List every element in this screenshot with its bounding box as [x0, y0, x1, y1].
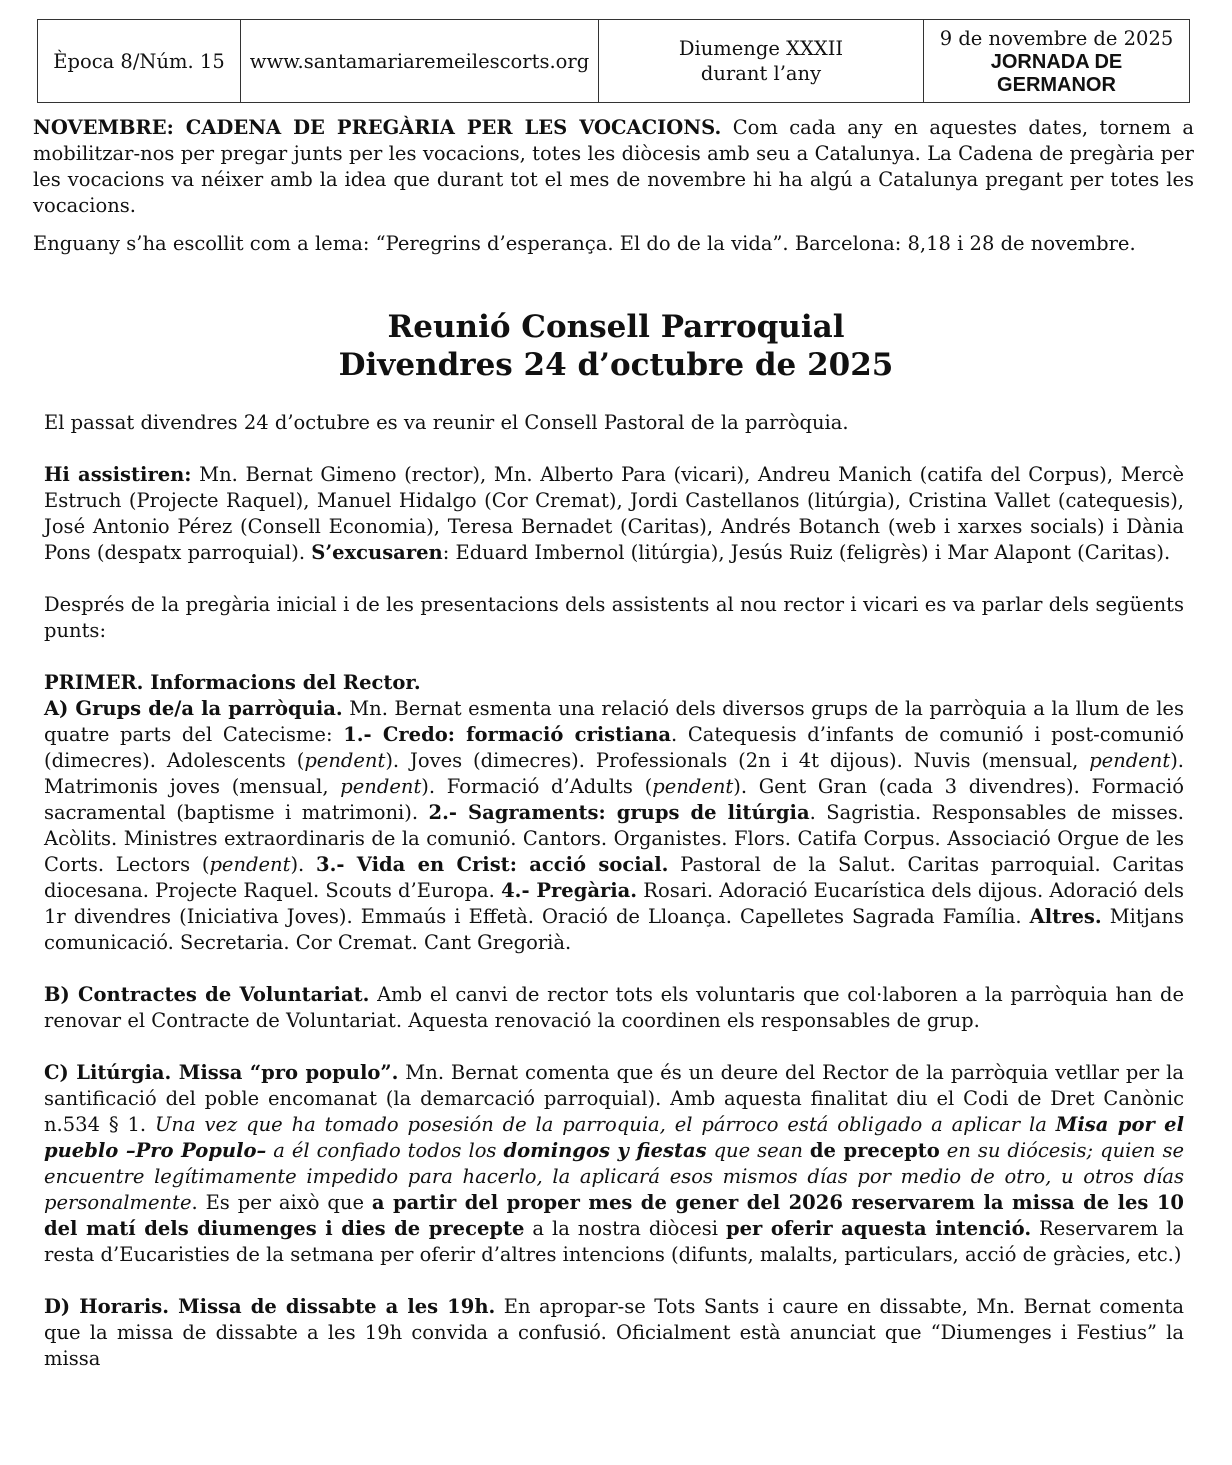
credo-group: 1.- Credo: formació cristiana [343, 723, 672, 746]
issue-cell [38, 20, 241, 102]
vocations-motto: Enguany s’ha escollit com a lema: “Peregrins d’esperança. El do de la vida”. Barcelona: 8,18 i 28 de novembre. [33, 232, 1136, 255]
canon-quote-emphasis: Misa por el pueblo –Pro Populo– [44, 1113, 1184, 1162]
pending-note: pendent [340, 775, 422, 798]
section-a-text: ). Formació d’Adults ( [421, 775, 653, 798]
pending-note: pendent [652, 775, 734, 798]
section-a-label: A) Grups de/a la parròquia. [44, 697, 343, 720]
excused-list: : Eduard Imbernol (litúrgia), Jesús Ruiz (feligrès) i Mar Alapont (Caritas). [442, 541, 1171, 564]
section-a-text: ). [290, 853, 316, 876]
life-in-christ-group: 3.- Vida en Crist: acció social. [316, 853, 669, 876]
website-cell [241, 20, 599, 102]
minutes-body [44, 410, 1184, 1372]
opening-paragraph: El passat divendres 24 d’octubre es va reunir el Consell Pastoral de la parròquia. [44, 411, 849, 434]
pending-note: pendent [304, 749, 386, 772]
section-a-text: Mn. Bernat esmenta una relació dels diversos grups de la parròquia a la llum de les quatre parts del Catecisme: [44, 697, 1184, 746]
canon-quote-emphasis: de precepto [809, 1139, 940, 1162]
issue-date: 9 de novembre de 2025 [939, 26, 1174, 50]
pending-note: pendent [209, 853, 291, 876]
excused-label: S’excusaren [311, 541, 443, 564]
section-c-text: Reservarem la resta d’Eucaristies de la setmana per oferir d’altres intencions (difunts, malalts, particulars, acció de gràcies, etc.) [44, 1217, 1184, 1266]
title-line-2: Divendres 24 d’octubre de 2025 [338, 347, 894, 383]
section-c-text: . Es per això que [191, 1191, 372, 1214]
others-group: Altres. [1029, 905, 1102, 928]
header-table [37, 19, 1190, 103]
section-a-paragraph [44, 696, 1184, 956]
pending-note: pendent [1089, 749, 1171, 772]
page-title [0, 308, 1232, 384]
first-section-heading-text: PRIMER. Informacions del Rector. [44, 671, 421, 694]
attendees-label: Hi assistiren: [44, 463, 192, 486]
section-b-paragraph [44, 982, 1184, 1034]
issue-number: Època 8/Núm. 15 [53, 49, 225, 73]
section-a-text: Pastoral de la Salut. Caritas parroquial. Caritas diocesana. Projecte Raquel. Scouts d’Europa. [44, 853, 1184, 902]
canon-quote: Una vez que ha tomado posesión de la parroquia, el párroco está obligado a aplicar la [154, 1113, 1056, 1136]
section-a-text: ). Joves (dimecres). Professionals (2n i 4t dijous). Nuvis (mensual, [385, 749, 1090, 772]
canon-quote-emphasis: domingos y fiestas [503, 1139, 707, 1162]
section-c-decision: a partir del proper mes de gener del 2026 reservarem la missa de les 10 del matí dels diumenges i dies de precepte [44, 1191, 1184, 1240]
sacraments-group: 2.- Sagraments: grups de litúrgia [428, 801, 810, 824]
section-b-text: Amb el canvi de rector tots els voluntaris que col·laboren a la parròquia han de renovar el Contracte de Voluntariat. Aquesta renovació la coordinen els responsables de grup. [44, 983, 1185, 1032]
section-b-label: B) Contractes de Voluntariat. [44, 983, 370, 1006]
title-line-1: Reunió Consell Parroquial [387, 309, 845, 345]
event-line-1: JORNADA DE [990, 50, 1123, 73]
section-a-text: . Sagristia. Responsables de misses. Acòlits. Ministres extraordinaris de la comunió. Cantors. Organistes. Flors. Catifa Corpus. Associació Orgue de les Corts. Lectors ( [44, 801, 1184, 876]
sunday-line-2: durant l’any [700, 62, 822, 85]
sunday-line-1: Diumenge XXXII [678, 37, 844, 60]
canon-quote: a él confiado todos los [266, 1139, 504, 1162]
first-section-heading [44, 670, 1184, 696]
section-c-text: Mn. Bernat comenta que és un deure del Rector de la parròquia vetllar per la santificació del poble encomanat (la demarcació parroquial). Amb aquesta finalitat diu el Codi de Dret Canònic n.534 § 1. [44, 1061, 1184, 1136]
vocations-text: Com cada any en aquestes dates, tornem a mobilitzar-nos per pregar junts per les vocacions, totes les diòcesis amb seu a Catalunya. La Cadena de pregària per les vocacions va néixer amb la idea que durant tot el mes de novembre hi ha algú a Catalunya pregant per totes les vocacions. [33, 116, 1194, 217]
attendees-list: Mn. Bernat Gimeno (rector), Mn. Alberto Para (vicari), Andreu Manich (catifa del Corpus), Mercè Estruch (Projecte Raquel), Manuel Hidalgo (Cor Cremat), Jordi Castellanos (litúrgia), Cristina Vallet (catequesis), José Antonio Pérez (Consell Economia), Teresa Bernadet (Caritas), Andrés Botanch (web i xarxes socials) i Dània Pons (despatx parroquial). [44, 463, 1184, 564]
section-d-text: En apropar-se Tots Sants i caure en dissabte, Mn. Bernat comenta que la missa de dissabte a les 19h convida a confusió. Oficialment està anunciat que “Diumenges i Festius” la missa [44, 1295, 1184, 1370]
section-a-text: ). Gent Gran (cada 3 divendres). Formació sacramental (baptisme i matrimoni). [44, 775, 1184, 824]
vocations-heading: NOVEMBRE: CADENA DE PREGÀRIA PER LES VOCACIONS. [33, 116, 722, 139]
section-c-label: C) Litúrgia. Missa “pro populo”. [44, 1061, 399, 1084]
event-line-2: GERMANOR [997, 73, 1116, 96]
section-d-paragraph [44, 1294, 1184, 1372]
date-cell [924, 20, 1189, 102]
after-prayer-paragraph: Després de la pregària inicial i de les presentacions dels assistents al nou rector i vicari es va parlar dels següents punts: [44, 593, 1184, 642]
canon-quote: que sean [706, 1139, 810, 1162]
prayer-group: 4.- Pregària. [501, 879, 638, 902]
website-link[interactable]: www.santamariaremeilescorts.org [249, 49, 590, 73]
section-a-text: Mitjans comunicació. Secretaria. Cor Cremat. Cant Gregorià. [44, 905, 1184, 954]
section-c-paragraph [44, 1060, 1184, 1268]
attendees-paragraph [44, 462, 1184, 566]
section-d-label: D) Horaris. Missa de dissabte a les 19h. [44, 1295, 496, 1318]
section-a-text: ). Matrimonis joves (mensual, [44, 749, 1184, 798]
vocations-paragraph [33, 115, 1194, 219]
section-c-text: a la nostra diòcesi [524, 1217, 726, 1240]
sunday-cell [599, 20, 924, 102]
section-c-decision: per oferir aquesta intenció. [725, 1217, 1032, 1240]
section-a-text: Rosari. Adoració Eucarística dels dijous. Adoració dels 1r divendres (Iniciativa Joves). Emmaús i Effetà. Oració de Lloança. Capelletes Sagrada Família. [44, 879, 1184, 928]
section-a-text: . Catequesis d’infants de comunió i post-comunió (dimecres). Adolescents ( [44, 723, 1184, 772]
canon-quote: en su diócesis; quien se encuentre legítimamente impedido para hacerlo, la aplicará esos mismos días por medio de otro, u otros días personalmente [44, 1139, 1185, 1214]
